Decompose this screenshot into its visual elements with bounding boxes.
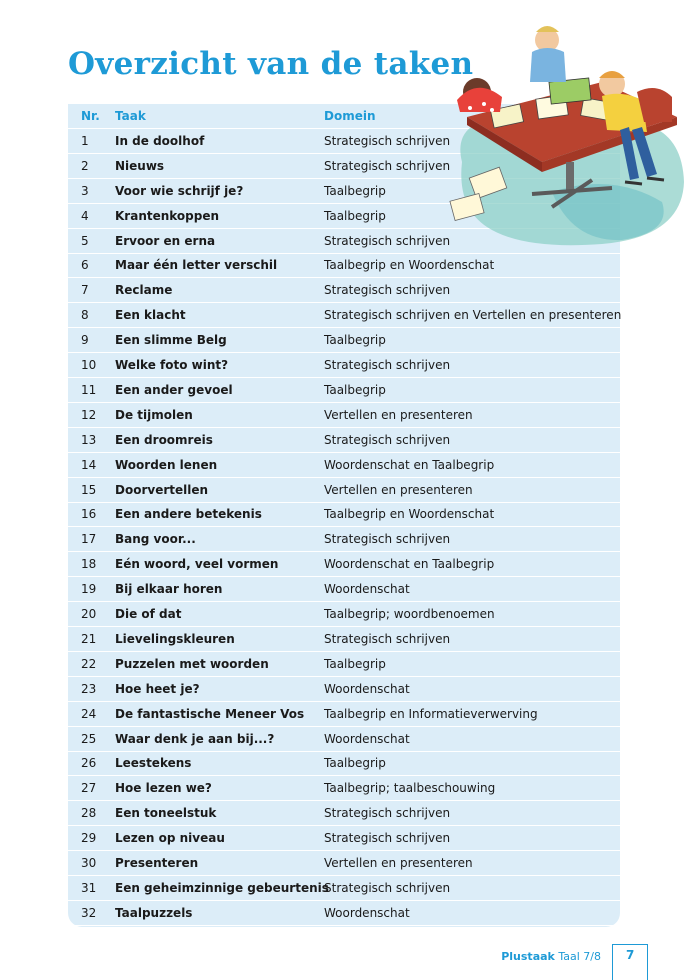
table-row xyxy=(68,328,620,353)
table-row xyxy=(68,876,620,901)
table-row xyxy=(68,278,620,303)
task-number: 10 xyxy=(81,358,97,372)
table-row xyxy=(68,378,620,403)
task-number: 4 xyxy=(81,208,89,223)
task-name: Een klacht xyxy=(115,308,186,323)
task-name: Een droomreis xyxy=(115,432,213,447)
table-row xyxy=(68,478,620,503)
task-number: 5 xyxy=(81,233,89,248)
task-name: Puzzelen met woorden xyxy=(115,656,269,671)
task-number: 27 xyxy=(81,781,97,796)
task-name: Ervoor en erna xyxy=(115,233,216,248)
task-number: 15 xyxy=(81,482,97,497)
page-number: 7 xyxy=(626,948,635,962)
task-number: 25 xyxy=(81,731,97,746)
children-at-table-illustration xyxy=(432,12,687,252)
task-domain: Strategisch schrijven xyxy=(324,631,451,646)
task-number: 8 xyxy=(81,308,89,323)
table-row xyxy=(68,353,620,378)
task-name: Maar één letter verschil xyxy=(115,258,278,273)
task-name: Lezen op niveau xyxy=(115,831,225,846)
table-row xyxy=(68,801,620,826)
task-domain: Vertellen en presenteren xyxy=(324,407,473,422)
task-domain: Taalbegrip en Woordenschat xyxy=(324,507,495,522)
footer-series-name: Taal 7/8 xyxy=(558,950,601,963)
task-name: Lievelingskleuren xyxy=(115,631,235,646)
table-row xyxy=(68,826,620,851)
page-number-box-left xyxy=(612,944,613,980)
page-title: Overzicht van de taken xyxy=(68,46,474,82)
task-name: Hoe lezen we? xyxy=(115,781,212,796)
task-domain: Vertellen en presenteren xyxy=(324,482,473,497)
task-name: Hoe heet je? xyxy=(115,681,200,696)
task-number: 31 xyxy=(81,880,97,895)
table-row xyxy=(68,253,620,278)
task-name: Een ander gevoel xyxy=(115,382,233,397)
task-number: 26 xyxy=(81,756,97,771)
task-domain: Taalbegrip; taalbeschouwing xyxy=(324,781,496,796)
task-domain: Strategisch schrijven xyxy=(324,133,451,148)
task-domain: Strategisch schrijven xyxy=(324,806,451,821)
task-name: Voor wie schrijf je? xyxy=(115,183,244,198)
task-number: 32 xyxy=(81,905,97,920)
table-row xyxy=(68,552,620,577)
task-domain: Taalbegrip xyxy=(324,656,386,671)
task-name: Presenteren xyxy=(115,856,199,870)
table-row xyxy=(68,702,620,727)
table-row xyxy=(68,527,620,552)
task-number: 7 xyxy=(81,283,89,298)
task-number: 17 xyxy=(81,532,97,547)
task-domain: Strategisch schrijven xyxy=(324,233,451,248)
task-domain: Taalbegrip xyxy=(324,208,386,223)
task-domain: Strategisch schrijven xyxy=(324,158,451,173)
task-number: 21 xyxy=(81,631,97,646)
task-domain: Vertellen en presenteren xyxy=(324,856,473,870)
task-name: Een slimme Belg xyxy=(115,333,227,348)
table-row xyxy=(68,403,620,428)
task-name: Bang voor... xyxy=(115,532,196,547)
table-row xyxy=(68,502,620,527)
task-domain: Strategisch schrijven xyxy=(324,283,451,298)
task-number: 28 xyxy=(81,806,97,821)
task-number: 16 xyxy=(81,507,97,522)
task-domain: Strategisch schrijven xyxy=(324,532,451,547)
task-domain: Woordenschat xyxy=(324,905,410,920)
task-domain: Woordenschat en Taalbegrip xyxy=(324,557,495,572)
task-number: 13 xyxy=(81,432,97,447)
task-number: 30 xyxy=(81,856,97,870)
task-domain: Woordenschat xyxy=(324,582,410,597)
table-row xyxy=(68,428,620,453)
footer-brand: Plustaak xyxy=(501,950,555,963)
task-name: Die of dat xyxy=(115,607,182,621)
task-domain: Woordenschat xyxy=(324,731,410,746)
task-number: 9 xyxy=(81,333,89,348)
task-number: 19 xyxy=(81,582,97,597)
task-domain: Woordenschat en Taalbegrip xyxy=(324,457,495,472)
task-domain: Taalbegrip xyxy=(324,382,386,397)
page-number-box-top xyxy=(612,944,648,945)
task-name: Een toneelstuk xyxy=(115,806,217,821)
task-domain: Taalbegrip xyxy=(324,756,386,771)
task-number: 23 xyxy=(81,681,97,696)
task-name: Krantenkoppen xyxy=(115,208,220,223)
task-domain: Taalbegrip; woordbenoemen xyxy=(324,607,495,621)
task-number: 6 xyxy=(81,258,89,273)
table-row xyxy=(68,851,620,876)
task-number: 12 xyxy=(81,407,97,422)
header-domein: Domein xyxy=(324,109,376,123)
table-row xyxy=(68,776,620,801)
task-name: In de doolhof xyxy=(115,133,205,148)
task-domain: Taalbegrip en Informatieverwerving xyxy=(324,706,538,721)
task-name: Bij elkaar horen xyxy=(115,582,223,597)
task-number: 3 xyxy=(81,183,89,198)
task-domain: Strategisch schrijven xyxy=(324,432,451,447)
task-name: Een geheimzinnige gebeurtenis xyxy=(115,880,329,895)
table-row xyxy=(68,303,620,328)
task-number: 18 xyxy=(81,557,97,572)
task-number: 22 xyxy=(81,656,97,671)
task-domain: Strategisch schrijven xyxy=(324,880,451,895)
task-domain: Taalbegrip xyxy=(324,183,386,198)
task-number: 29 xyxy=(81,831,97,846)
task-name: Nieuws xyxy=(115,158,165,173)
task-name: Een andere betekenis xyxy=(115,507,262,522)
task-name: Woorden lenen xyxy=(115,457,218,472)
task-number: 14 xyxy=(81,457,97,472)
task-domain: Strategisch schrijven xyxy=(324,831,451,846)
table-row xyxy=(68,577,620,602)
header-taak: Taak xyxy=(115,109,146,123)
task-domain: Woordenschat xyxy=(324,681,410,696)
task-domain: Taalbegrip en Woordenschat xyxy=(324,258,495,273)
page-number-box-right xyxy=(647,944,648,980)
footer-series xyxy=(501,950,601,963)
task-name: De tijmolen xyxy=(115,407,193,422)
task-number: 11 xyxy=(81,382,97,397)
task-name: Welke foto wint? xyxy=(115,358,229,372)
table-row xyxy=(68,727,620,752)
task-name: Doorvertellen xyxy=(115,482,209,497)
task-name: Eén woord, veel vormen xyxy=(115,557,279,572)
header-nr: Nr. xyxy=(81,109,100,123)
table-row xyxy=(68,627,620,652)
table-row xyxy=(68,901,620,926)
task-domain: Strategisch schrijven xyxy=(324,358,451,372)
task-name: Taalpuzzels xyxy=(115,905,193,920)
task-domain: Strategisch schrijven en Vertellen en presenteren xyxy=(324,308,622,323)
table-row xyxy=(68,602,620,627)
task-number: 2 xyxy=(81,158,89,173)
task-name: Reclame xyxy=(115,283,173,298)
table-row xyxy=(68,751,620,776)
task-name: De fantastische Meneer Vos xyxy=(115,706,305,721)
task-number: 20 xyxy=(81,607,97,621)
task-name: Waar denk je aan bij...? xyxy=(115,731,275,746)
table-row xyxy=(68,677,620,702)
task-domain: Taalbegrip xyxy=(324,333,386,348)
task-number: 24 xyxy=(81,706,97,721)
table-row xyxy=(68,453,620,478)
task-number: 1 xyxy=(81,133,89,148)
table-row xyxy=(68,652,620,677)
task-name: Leestekens xyxy=(115,756,192,771)
